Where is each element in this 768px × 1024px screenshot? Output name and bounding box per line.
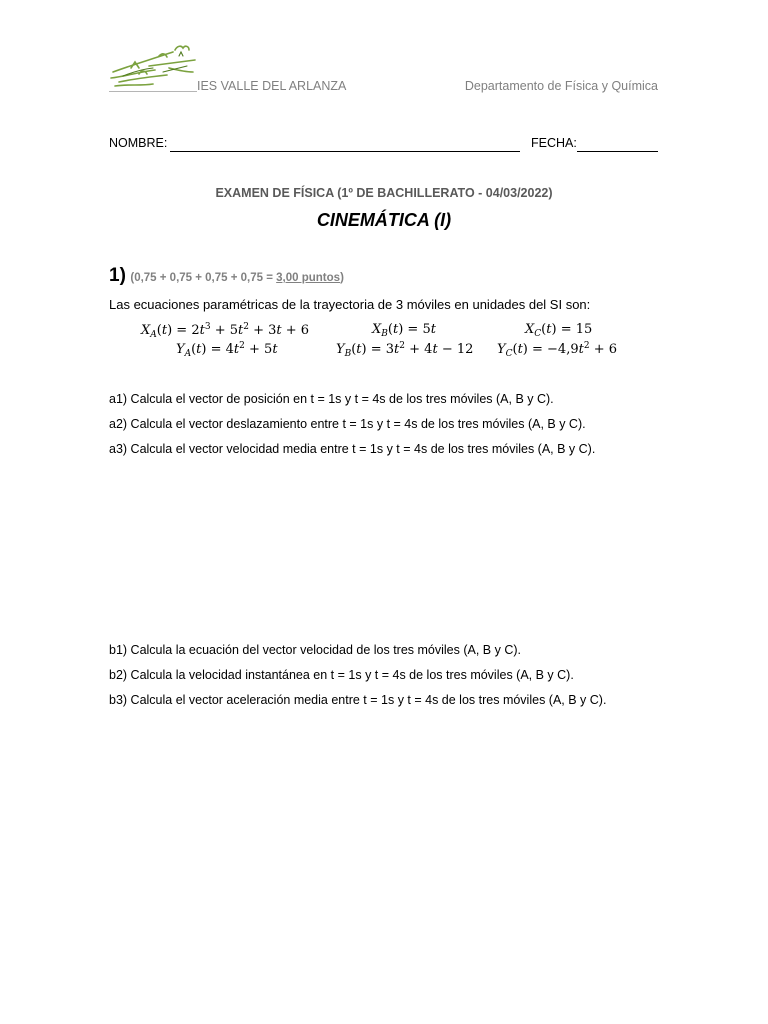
question-b3: b3) Calcula el vector aceleración media entre t = 1s y t = 4s de los tres móviles (A, B y C).: [109, 693, 607, 707]
question-a2: a2) Calcula el vector deslazamiento entre t = 1s y t = 4s de los tres móviles (A, B y C).: [109, 417, 586, 431]
equation-xc: $X_C(t) = 15$: [525, 322, 593, 339]
department-name: Departamento de Física y Química: [464, 79, 658, 93]
question-number: 1): [109, 265, 126, 286]
name-field[interactable]: [170, 151, 520, 152]
question-points: [130, 272, 344, 284]
school-logo: [109, 42, 199, 92]
name-label: NOMBRE:: [109, 136, 168, 150]
header-rule: [109, 91, 197, 92]
question-1-header: [109, 265, 344, 287]
exam-title: CINEMÁTICA (I): [316, 210, 452, 230]
equation-ya: $Y_A(t) = 4t^2 + 5t$: [176, 341, 278, 359]
question-b1: b1) Calcula la ecuación del vector velocidad de los tres móviles (A, B y C).: [109, 643, 521, 657]
date-label: FECHA:: [531, 136, 577, 150]
points-close: ): [340, 272, 344, 284]
question-a1: a1) Calcula el vector de posición en t = 1s y t = 4s de los tres móviles (A, B y C).: [109, 392, 554, 406]
points-breakdown: (0,75 + 0,75 + 0,75 + 0,75 =: [130, 272, 277, 284]
page-header: [109, 42, 658, 94]
points-total: 3,00 puntos: [276, 272, 341, 284]
equation-yb: $Y_B(t) = 3t^2 + 4t - 12$: [336, 341, 474, 359]
equation-yc: $Y_C(t) = -4,9t^2 + 6$: [497, 341, 618, 359]
question-intro: Las ecuaciones paramétricas de la trayectoria de 3 móviles en unidades del SI son:: [109, 297, 591, 312]
school-name: IES VALLE DEL ARLANZA: [197, 79, 347, 93]
equation-xa: $X_A(t) = 2t^3 + 5t^2 + 3t + 6$: [141, 322, 310, 340]
date-field[interactable]: [577, 151, 658, 152]
question-a3: a3) Calcula el vector velocidad media entre t = 1s y t = 4s de los tres móviles (A, B y C).: [109, 442, 596, 456]
question-b2: b2) Calcula la velocidad instantánea en t = 1s y t = 4s de los tres móviles (A, B y C).: [109, 668, 574, 682]
equation-xb: $X_B(t) = 5t$: [372, 322, 436, 339]
exam-subtitle: EXAMEN DE FÍSICA (1º DE BACHILLERATO - 04/03/2022): [215, 186, 553, 200]
